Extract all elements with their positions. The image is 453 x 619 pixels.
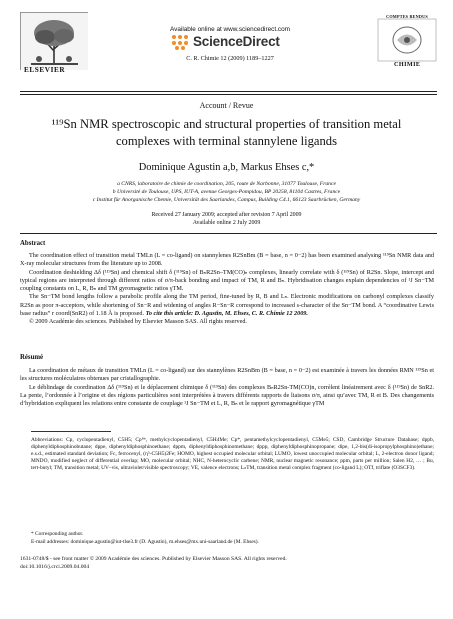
abstract-paragraph [20,293,434,318]
cite-note: To cite this article: D. Agustin, M. Ehses, C. R. Chimie 12 2009. [145,310,308,318]
abstract-rule [20,233,437,234]
journal-series-label: COMPTES RENDUS [386,14,428,19]
available-online-line: Available online at www.sciencedirect.com [170,26,290,33]
abstract-body [20,252,434,327]
author-list: Dominique Agustin a,b, Markus Ehses c,* [138,162,315,173]
affiliation-a: a CNRS, laboratoire de chimie de coordination, 205, route de Narbonne, 31077 Toulouse, France [117,181,336,187]
copyright-line: © 2009 Académie des sciences. Published by Elsevier Masson SAS. All rights reserved. [29,318,247,326]
affiliation-c: c Institut für Anorganische Chemie, Universität des Saarlandes, Campus, Building C4.1, 66123 Saarbrücken, Germany [92,197,361,203]
abbreviations-footnote: Abbreviations: Cp, cyclopentadienyl, C5H5; Cpᴹᵉ, methylcyclopentadienyl, C5H4Me; Cp*, pentamethylcyclopentadienyl, C5Me5; CSD, Cambridge Structure Database; dppb, diphenyldiphosphinobutane; dppe, diphenyldiphosphinoethane; dppm, diphenyldiphosphinomethane; dppp, diphenyldiphosphinopropane; dipe, 1,2-bis(di-isopropylphosphino)ethane; e.s.d., estimated standard deviation; Fc, ferrocenyl, (η⁵-C5H5)2Fe; HOMO, highest occupied molecular orbital; LUMO, lowest unoccupied molecular orbital; L, 2-electron donor ligand; MNDO, modified neglect of differential overlap; MO, molecular orbital; NHC, N-heterocyclic carbene; NMR, nuclear magnetic resonance; ppm, parts per million; Salen H2, … ; Bu, tert-butyl; TM, transition metal; UV–vis, ultraviolet/visible spectroscopy; VE, valence electrons; LₙTM, transition metal complex fragment (co-ligand L); OTf, triflate (O3SCF3). [31,437,434,471]
email-addresses: E-mail addresses: dominique.agustin@iut-tlse3.fr (D. Agustin), m.ehses@mx.uni-saarland.de (M. Ehses). [31,539,259,545]
article-title: ¹¹⁹Sn NMR spectroscopic and structural properties of transition metal complexes with terminal stannylene ligands [51,117,402,148]
footnote-rule [31,431,111,432]
sciencedirect-icon [170,33,190,51]
abstract-paragraph: Coordination deshielding Δδ (¹¹⁹Sn) and chemical shift δ (¹¹⁹Sn) of BₙR2Sn–TM(CO)ₙ complexes, linearly correlate with δ (¹¹⁹Sn) of R2Sn. Slope, intercept and typical regions are interpreted through different ratios of σ/π-back bonding and impact of TM, R and Bₙ. Hybridisation changes explain dependencies of ¹J Sn−TM coupling constants on L, R, Bₙ and TM gyromagnetic ratios γTM. [20,268,434,293]
abstract-heading: Abstract [20,240,46,247]
abstract-text: The Sn−TM bond lengths follow a parabolic profile along the TM period, fine-tuned by R, B and Lₙ. Electronic modifications on carbonyl complexes classify R2Sn as poor π-acceptors, while shortening of Sn−R and widening of angles R−Sn−R correspond to increased s-character of the Sn−TM bond. A “coordinative Lewis base radius” r coord(SnR2) of 1.18 Å is proposed. [20,293,434,318]
resume-heading: Résumé [20,354,44,361]
header-rule-2 [20,94,437,95]
issn-line: 1631-0748/$ - see front matter © 2009 Académie des sciences. Published by Elsevier Masson SAS. All rights reserved. [20,556,287,562]
online-date: Available online 2 July 2009 [192,220,261,226]
abstract-paragraph: The coordination effect of transition metal TMLn (L = co-ligand) on stannylenes R2SnBm (B = base, n = 0−2) has been examined analysing ¹¹⁹Sn NMR data and X-ray molecular structures from the literature up to 2008. [20,252,434,268]
journal-name: CHIMIE [394,61,421,68]
received-dates: Received 27 January 2009; accepted after revision 7 April 2009 [151,212,302,218]
publisher-name: ELSEVIER [24,66,66,74]
corresponding-author-note: * Corresponding author. [31,531,84,537]
article-type: Account / Revue [199,101,254,110]
doi-line: doi:10.1016/j.crci.2009.04.004 [20,564,90,570]
sciencedirect-logo: ScienceDirect [193,34,280,49]
elsevier-tree-logo [20,12,88,70]
resume-body [20,367,434,408]
journal-reference: C. R. Chimie 12 (2009) 1189–1227 [186,55,274,62]
header-rule [20,91,437,92]
resume-paragraph: La coordination de métaux de transition TMLn (L = co-ligand) sur des stannylènes R2SnBm (B = base, n = 0−2) est examinée à travers les données RMN ¹¹⁹Sn et les structures moléculaires obtenues par cristallographie. [20,367,434,383]
affiliation-b: b Université de Toulouse, UPS, IUT-A, avenue Georges-Pompidou, BP 20258, 81104 Castres, France [112,189,341,195]
resume-paragraph: Le déblindage de coordination Δδ (¹¹⁹Sn) et le déplacement chimique δ (¹¹⁹Sn) des complexes BₙR2Sn-TM(CO)n, corrèlent linéairement avec δ (¹¹⁹Sn) de SnR2. La pente, l’ordonnée à l’origine et des régions particulières sont interprétées à travers différents rapports de liaisons σ/π, ainsi qu’avec TM, R et B. Des changements d’hybridation expliquent les relations entre constante de couplage ¹J Sn−TM et L, R, Bₙ et le rapport gyromagnétique γTM [20,383,434,408]
